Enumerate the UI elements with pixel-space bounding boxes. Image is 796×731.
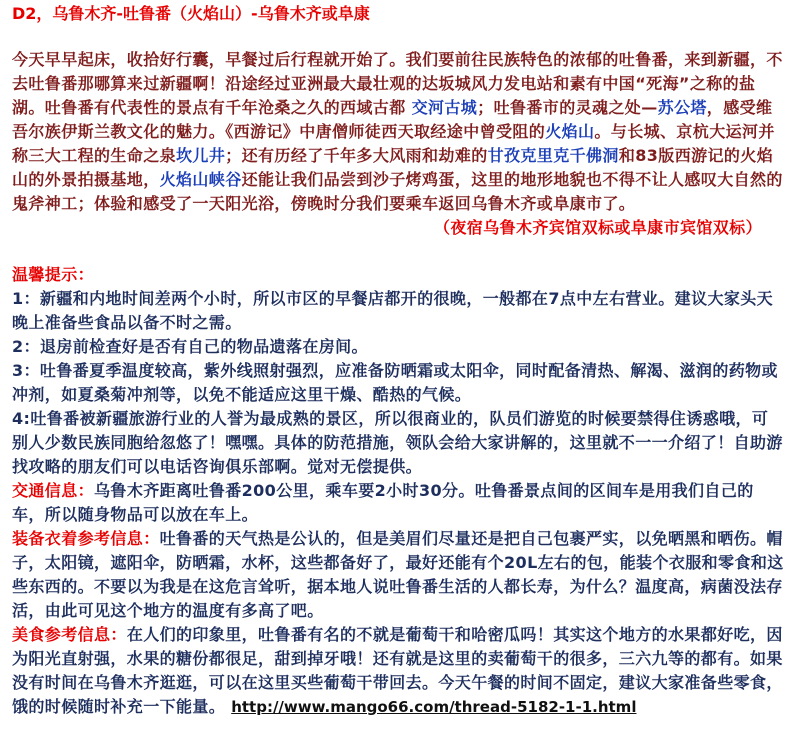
description-text: 今天早早起床，收拾好行囊，早餐过后行程就开始了。我们要前往民族特色的浓郁的吐鲁番，来到新疆，不去吐鲁番那哪算来过新疆啊！沿途经过亚洲最大最壮观的达坂城风力发电站和素有中国“死海”之称的盐湖。吐鲁番有代表性的景点有千年沧桑之久的西域古都 <box>12 50 783 117</box>
description-text: ；还有历经了千年多大风雨和劫难的 <box>225 146 488 165</box>
gear-label: 装备衣着参考信息： <box>12 529 160 548</box>
place-name-highlight: 交河古城 <box>411 98 478 117</box>
gear-info <box>12 527 784 623</box>
lodging-note: （夜宿乌鲁木齐宾馆双标或阜康市宾馆双标） <box>433 218 762 237</box>
tip-item: 4:吐鲁番被新疆旅游行业的人誉为最成熟的景区，所以很商业的，队员们游览的时候要禁得住诱惑哦，可别人少数民族同胞给忽悠了！嘿嘿。具体的防范措施，领队会给大家讲解的，这里就不一一介绍了！自助游找攻略的朋友们可以电话咨询俱乐部啊。觉对无偿提供。 <box>12 409 783 476</box>
place-name-highlight: 甘孜克里克千佛洞 <box>487 146 619 165</box>
description-text: ，感受维吾尔族伊斯兰教文化的魅力。《西游记》中唐僧师徒西天取经途中曾受阻的 <box>12 98 773 141</box>
transport-info <box>12 479 784 527</box>
description-text: ；吐鲁番市的灵魂之处— <box>477 98 658 117</box>
tips-heading: 温馨提示： <box>12 265 95 284</box>
tip-item: 2：退房前检查好是否有自己的物品遗落在房间。 <box>12 337 368 356</box>
place-name-highlight: 坎儿井 <box>176 146 226 165</box>
transport-text: 乌鲁木齐距离吐鲁番200公里，乘车要2小时30分。吐鲁番景点间的区间车是用我们自己的车，所以随身物品可以放在车上。 <box>12 481 754 524</box>
food-label: 美食参考信息： <box>12 625 127 644</box>
food-info <box>12 623 784 719</box>
food-text: 在人们的印象里，吐鲁番有名的不就是葡萄干和哈密瓜吗！其实这个地方的水果都好吃，因为阳光直射强，水果的糖份都很足，甜到掉牙哦！还有就是这里的卖葡萄干的很多，三六九等的都有。如果没有时间在乌鲁木齐逛逛，可以在这里买些葡萄干带回去。今天午餐的时间不固定，建议大家准备些零食，饿的时候随时补充一下能量。 <box>12 625 783 716</box>
description-text: 。与长城、京杭大运河并称三大工程的生命之泉 <box>12 122 775 165</box>
place-name-highlight: 火焰山 <box>545 122 595 141</box>
transport-label: 交通信息： <box>12 481 95 500</box>
thread-link[interactable]: http://www.mango66.com/thread-5182-1-1.html <box>231 698 637 716</box>
day-description <box>12 48 784 216</box>
tip-item: 3：吐鲁番夏季温度较高，紫外线照射强烈，应准备防晒霜或太阳伞，同时配备清热、解渴、滋润的药物或冲剂，如夏桑菊冲剂等，以免不能适应这里干燥、酷热的气候。 <box>12 361 778 404</box>
place-name-highlight: 火焰山峡谷 <box>159 170 242 189</box>
tip-item: 1：新疆和内地时间差两个小时，所以市区的早餐店都开的很晚，一般都在7点中左右营业。建议大家头天晚上准备些食品以备不时之需。 <box>12 289 774 332</box>
day-title: D2，乌鲁木齐-吐鲁番（火焰山）-乌鲁木齐或阜康 <box>12 4 370 23</box>
description-text: 和83版西游记的火焰山的外景拍摄基地， <box>12 146 774 189</box>
place-name-highlight: 苏公塔 <box>657 98 707 117</box>
description-text: 还能让我们品尝到沙子烤鸡蛋，这里的地形地貌也不得不让人感叹大自然的鬼斧神工；体验和感受了一天阳光浴，傍晚时分我们要乘车返回乌鲁木齐或阜康市了。 <box>12 170 783 213</box>
gear-text: 吐鲁番的天气热是公认的，但是美眉们尽量还是把自己包裹严实，以免晒黑和晒伤。帽子，太阳镜，遮阳伞，防晒霜，水杯，这些都备好了，最好还能有个20L左右的包，能装个衣服和零食和这些东西的。不要以为我是在这危言耸听，据本地人说吐鲁番生活的人都长寿，为什么？温度高，病菌没法存活，由此可见这个地方的温度有多高了吧。 <box>12 529 784 620</box>
